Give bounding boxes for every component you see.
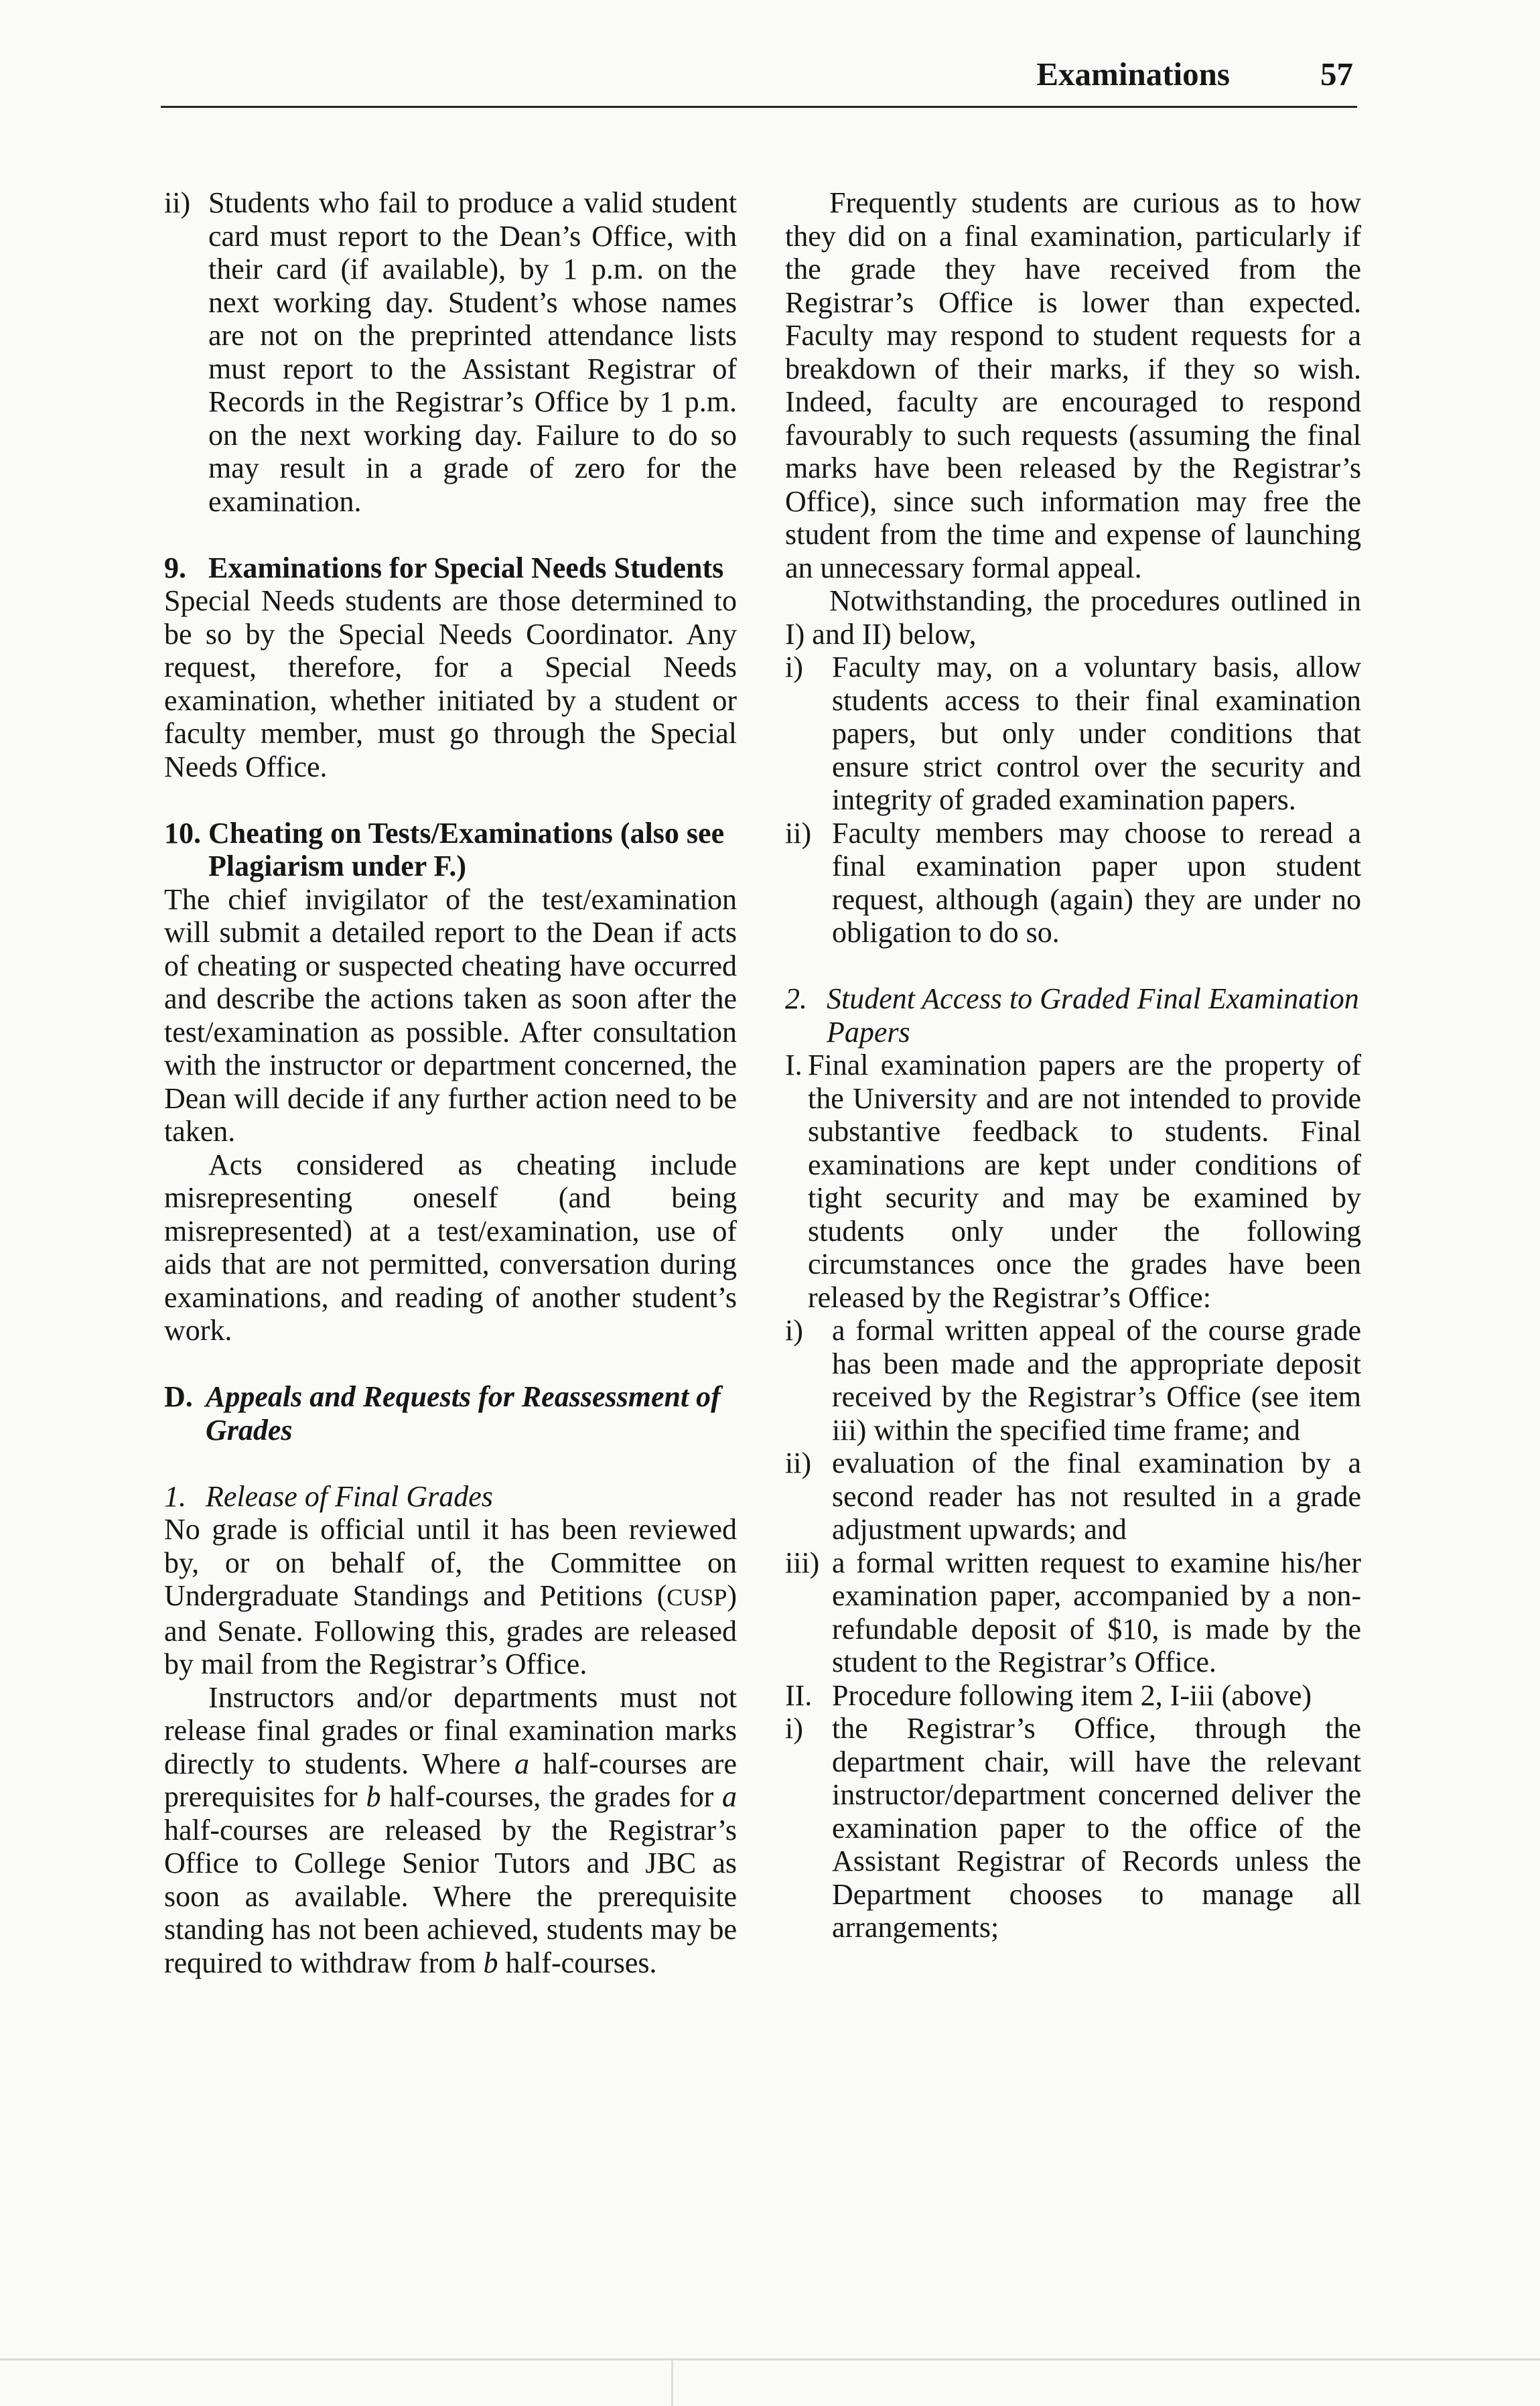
list-item (785, 817, 1361, 949)
header-section-title: Examinations (1036, 56, 1230, 92)
subsection-title: Release of Final Grades (206, 1479, 493, 1513)
list-marker: i) (785, 1712, 803, 1745)
subsection-1-paragraph-1 (164, 1513, 737, 1681)
list-item-text: Faculty members may choose to reread a final examination paper upon student request, although (again) they are under no obligation to do so. (832, 816, 1361, 949)
left-column (164, 186, 737, 1979)
section-number: 10. (164, 816, 201, 850)
text-run-italic: a (722, 1780, 737, 1813)
section-letter: D. (164, 1380, 193, 1413)
list-item (785, 1712, 1361, 1944)
list-item-text: Faculty may, on a voluntary basis, allow students access to their final examination papers, but only under conditions that ensure strict control over the security and integrity of graded examination papers. (832, 651, 1361, 816)
list-item-text: a formal written request to examine his/her examination paper, accompanied by a non-refundable deposit of $10, is made by the student to the Registrar’s Office. (832, 1546, 1361, 1678)
section-9-heading (164, 551, 737, 585)
list-item (785, 1447, 1361, 1546)
page-number: 57 (1320, 56, 1353, 92)
list-marker: i) (785, 1314, 803, 1347)
list-item-text: Procedure following item 2, I-iii (above) (832, 1678, 1312, 1712)
section-title: Cheating on Tests/Examinations (also see Plagiarism under F.) (208, 816, 725, 882)
section-d-heading (164, 1380, 737, 1447)
subsection-1-paragraph-2 (164, 1681, 737, 1980)
section-10-heading (164, 817, 737, 883)
text-run: No grade is official until it has been reviewed by, or on behalf of, the Committee on Undergraduate Standings and Petitions ( (164, 1513, 737, 1612)
right-column (785, 186, 1361, 1944)
list-marker: ii) (164, 186, 191, 219)
section-9-paragraph: Special Needs students are those determined to be so by the Special Needs Coordinator. Any request, therefore, for a Special Needs examination, whether initiated by a student or faculty member, must go through the Special Needs Office. (164, 584, 737, 783)
roman-item-ii (785, 1679, 1361, 1713)
text-run-italic: a (514, 1747, 529, 1780)
text-run: half-courses. (498, 1946, 657, 1979)
right-paragraph-1: Frequently students are curious as to how they did on a final examination, particularly if the grade they have received from the Registrar’s Office is lower than expected. Faculty may respond to student requests for a breakdown of their marks, if they so wish. Indeed, faculty are encouraged to respond favourably to such requests (assuming the final marks have been released by the Registrar’s Office), since such information may free the student from the time and expense of launching an unnecessary formal appeal. (785, 186, 1361, 584)
list-item (785, 1546, 1361, 1679)
list-item-text: a formal written appeal of the course grade has been made and the appropriate deposit received by the Registrar’s Office (see item iii) within the specified time frame; and (832, 1314, 1361, 1447)
text-run: half-courses are released by the Registrar’s Office to College Senior Tutors and JBC as soon as available. Where the prerequisite standing has not been achieved, students may be required to withdraw from (164, 1813, 737, 1979)
list-marker: II. (785, 1678, 813, 1712)
cusp-abbreviation: CUSP (667, 1584, 727, 1611)
text-run-italic: b (483, 1946, 498, 1979)
list-item-ii (164, 186, 737, 518)
list-item (785, 1314, 1361, 1447)
subsection-number: 2. (785, 982, 807, 1015)
subsection-title: Student Access to Graded Final Examination Papers (827, 982, 1359, 1049)
text-run: ) and Senate. Following this, grades are released by mail from the Registrar’s Office. (164, 1579, 737, 1680)
list-marker: iii) (785, 1546, 820, 1579)
roman-item-i (785, 1049, 1361, 1314)
text-run-italic: b (366, 1780, 381, 1813)
page-bottom-edge (0, 2358, 1540, 2360)
list-item-text: the Registrar’s Office, through the department chair, will have the relevant instructor/department concerned deliver the examination paper to the office of the Assistant Registrar of Records unless the Department chooses to manage all arrangements; (832, 1712, 1361, 1944)
list-marker: ii) (785, 816, 812, 850)
subsection-1-heading (164, 1480, 737, 1514)
page-fold-line (671, 2360, 673, 2406)
list-item-text: Final examination papers are the property of the University and are not intended to provide substantive feedback to students. Final examinations are kept under conditions of tight security and may be examined by students only under the following circumstances once the grades have been released by the Registrar’s Office: (808, 1049, 1361, 1314)
list-item-text: Students who fail to produce a valid student card must report to the Dean’s Office, with their card (if available), by 1 p.m. on the next working day. Student’s whose names are not on the preprinted attendance lists must report to the Assistant Registrar of Records in the Registrar’s Office by 1 p.m. on the next working day. Failure to do so may result in a grade of zero for the examination. (208, 186, 737, 518)
list-marker: I. (785, 1049, 802, 1081)
list-marker: i) (785, 651, 803, 683)
list-item (785, 651, 1361, 817)
right-paragraph-2: Notwithstanding, the procedures outlined in I) and II) below, (785, 584, 1361, 651)
section-10-paragraph-1: The chief invigilator of the test/examination will submit a detailed report to the Dean if acts of cheating or suspected cheating have occurred and describe the actions taken as soon after the test/examination as possible. After consultation with the instructor or department concerned, the Dean will decide if any further action need to be taken. (164, 882, 737, 1148)
text-run: half-courses are prerequisites for (164, 1747, 737, 1813)
text-run: Instructors and/or departments must not release final grades or final examination marks directly to students. Where (164, 1680, 737, 1780)
subsection-2-heading (785, 982, 1361, 1049)
section-number: 9. (164, 551, 186, 584)
section-title: Appeals and Requests for Reassessment of Grades (206, 1380, 721, 1447)
running-header (161, 52, 1357, 108)
list-marker: ii) (785, 1447, 812, 1479)
section-title: Examinations for Special Needs Students (208, 551, 724, 584)
text-run: half-courses, the grades for (380, 1780, 722, 1813)
section-10-paragraph-2: Acts considered as cheating include misrepresenting oneself (and being misrepresented) at a test/examination, use of aids that are not permitted, conversation during examinations, and reading of another student’s work. (164, 1148, 737, 1347)
list-item-text: evaluation of the final examination by a second reader has not resulted in a grade adjustment upwards; and (832, 1447, 1361, 1546)
subsection-number: 1. (164, 1479, 186, 1513)
